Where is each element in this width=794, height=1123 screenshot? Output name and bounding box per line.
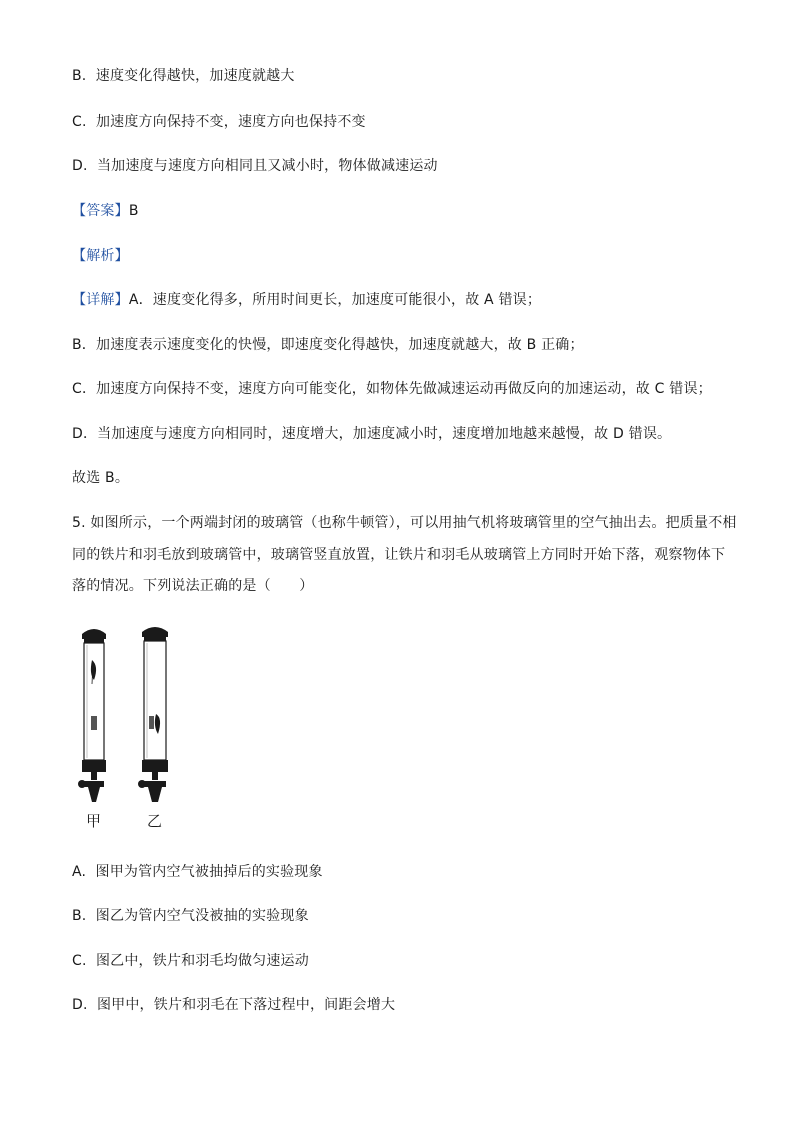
iron-piece-icon — [149, 716, 154, 729]
question5-line-3: 落的情况。下列说法正确的是（ ） — [72, 578, 314, 594]
prev-option-b: B. 速度变化得越快，加速度就越大 — [72, 68, 295, 84]
iron-piece-icon — [91, 716, 97, 730]
answer-tag: 【答案】 — [72, 203, 129, 219]
detail-line-d: D．当加速度与速度方向相同时，速度增大，加速度减小时，速度增加地越来越慢，故 D 错误。 — [72, 426, 672, 442]
newton-tube-figure — [70, 622, 190, 834]
detail-line-c: C．加速度方向保持不变，速度方向可能变化，如物体先做减速运动再做反向的加速运动，故 C 错误； — [72, 381, 712, 397]
tube-yi — [138, 627, 168, 802]
question5-line-2: 同的铁片和羽毛放到玻璃管中，玻璃管竖直放置，让铁片和羽毛从玻璃管上方同时开始下落，观察物体下 — [72, 547, 726, 563]
q5-option-a: A. 图甲为管内空气被抽掉后的实验现象 — [72, 864, 323, 880]
figure-label-jia: 甲 — [86, 812, 102, 830]
answer-value: B — [128, 203, 139, 219]
answer-line — [72, 202, 139, 220]
question5-line-1: 5. 如图所示，一个两端封闭的玻璃管（也称牛顿管），可以用抽气机将玻璃管里的空气抽出去。把质量不相 — [72, 515, 737, 531]
conclusion: 故选 B。 — [72, 470, 130, 486]
figure-label-yi: 乙 — [147, 812, 163, 830]
q5-option-d: D. 图甲中，铁片和羽毛在下落过程中，间距会增大 — [72, 997, 396, 1013]
detail-line-b: B．加速度表示速度变化的快慢，即速度变化得越快，加速度就越大，故 B 正确； — [72, 337, 584, 353]
prev-option-d: D. 当加速度与速度方向相同且又减小时，物体做减速运动 — [72, 158, 438, 174]
detail-line-a: 【详解】A．速度变化得多，所用时间更长，加速度可能很小，故 A 错误； — [72, 292, 542, 308]
q5-option-c: C. 图乙中，铁片和羽毛均做匀速运动 — [72, 953, 309, 969]
analysis-heading: 【解析】 — [72, 248, 129, 264]
newton-tubes-svg — [70, 622, 190, 834]
detail-tag: 【详解】 — [72, 292, 129, 308]
tube-jia — [78, 629, 106, 802]
q5-option-b: B. 图乙为管内空气没被抽的实验现象 — [72, 908, 309, 924]
prev-option-c: C. 加速度方向保持不变，速度方向也保持不变 — [72, 114, 366, 130]
